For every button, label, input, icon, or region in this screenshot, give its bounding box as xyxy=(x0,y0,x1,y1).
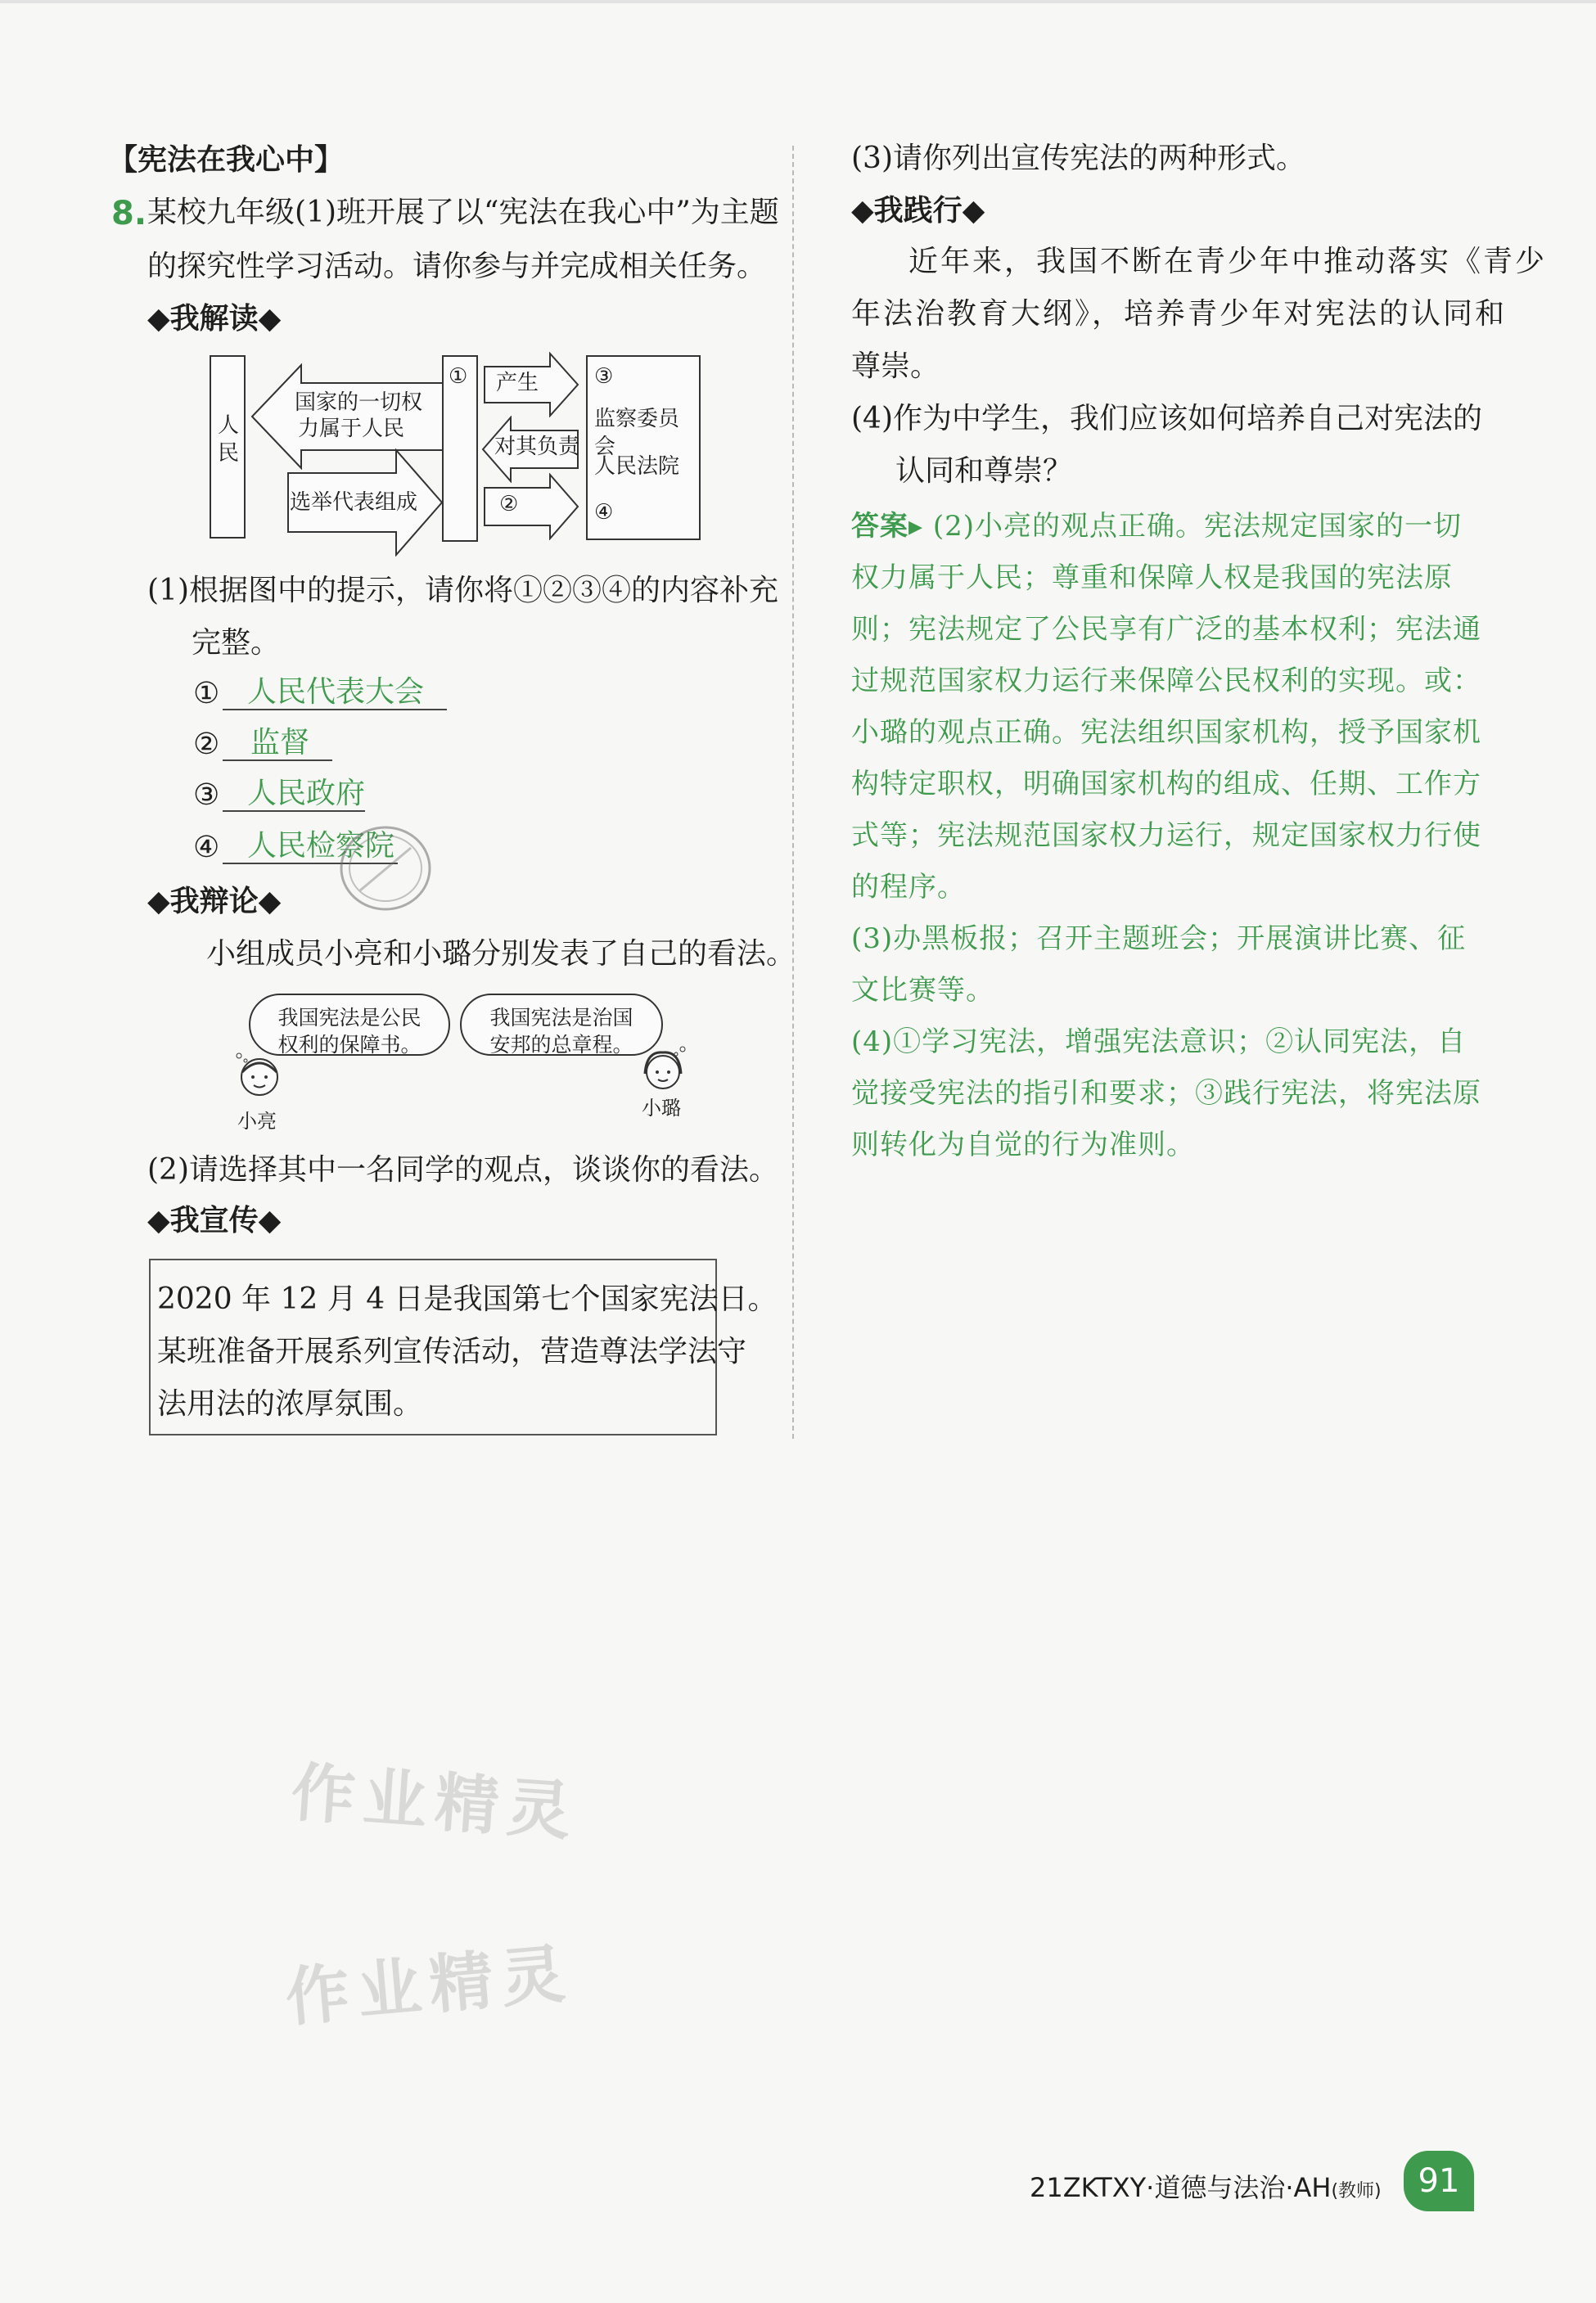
bubble1-line1: 我国宪法是公民 xyxy=(277,1006,422,1030)
bubble1-line2: 权利的保障书。 xyxy=(277,1032,422,1057)
blank3-label: ③ xyxy=(193,778,220,812)
boy-avatar-icon xyxy=(234,1051,285,1102)
xuanchuan-line2: 某班准备开展系列宣传活动，营造尊法学法守 xyxy=(157,1335,747,1368)
xuanchuan-box xyxy=(149,1259,778,1435)
circle4-label: ④ xyxy=(594,500,614,525)
org2-label: 人民法院 xyxy=(594,454,680,479)
q2-text: (2)请选择其中一名同学的观点，谈谈你的看法。 xyxy=(147,1153,778,1187)
jianxing-line2: 年法治教育大纲》，培养青少年对宪法的认同和 xyxy=(851,297,1508,331)
arrow-supervise-label: ② xyxy=(499,492,519,516)
q4-line2: 认同和尊崇？ xyxy=(895,454,1073,488)
stamp-seal-icon xyxy=(332,815,439,922)
answer-label: 答案▸ xyxy=(851,510,924,543)
answer-p3: (3)办黑板报；召开主题班会；开展演讲比赛、征文比赛等。 xyxy=(851,922,1467,1007)
xuanchuan-line3: 法用法的浓厚氛围。 xyxy=(157,1387,423,1421)
q4-line1: (4)作为中学生，我们应该如何培养自己对宪法的 xyxy=(851,402,1482,435)
arrow-left-line1: 国家的一切权 xyxy=(295,390,423,415)
column-divider xyxy=(792,146,794,1439)
answer-p2 xyxy=(851,501,1481,913)
girl-avatar-icon xyxy=(638,1044,688,1095)
arrow-supervise xyxy=(483,473,579,540)
org1-label: 监察委员会 xyxy=(594,407,680,459)
answer-p4: (4)①学习宪法，增强宪法意识；②认同宪法，自觉接受宪法的指引和要求；③践行宪法，将宪法原则转化为自觉的行为准则。 xyxy=(851,1025,1481,1161)
organs-box xyxy=(586,355,701,540)
footer-teacher: (教师) xyxy=(1331,2181,1382,2202)
arrow-responsible-label: 对其负责 xyxy=(494,435,580,459)
watermark-2: 作业精灵 xyxy=(282,1936,576,2036)
answer-block xyxy=(851,501,1596,1171)
people-label: 人民 xyxy=(218,413,240,466)
q1-line1: (1)根据图中的提示，请你将①②③④的内容补充 xyxy=(147,574,778,607)
blank2-line xyxy=(223,759,332,761)
bianlun-intro: 小组成员小亮和小璐分别发表了自己的看法。 xyxy=(206,937,796,971)
speech-bubble-xiaoliang xyxy=(249,994,450,1056)
blank3-answer: 人民政府 xyxy=(247,777,366,810)
circle1-box xyxy=(442,355,478,542)
heading-jiedu: ◆我解读◆ xyxy=(147,302,282,336)
blank3-line xyxy=(223,810,365,812)
q1-line2: 完整。 xyxy=(192,626,281,660)
heading-jianxing: ◆我践行◆ xyxy=(851,194,985,228)
heading-bianlun: ◆我辩论◆ xyxy=(147,885,282,918)
blank1-answer: 人民代表大会 xyxy=(247,675,425,709)
jianxing-line3: 尊崇。 xyxy=(851,349,940,383)
arrow-left-line2: 力属于人民 xyxy=(298,417,405,441)
question-intro-line2: 的探究性学习活动。请你参与并完成相关任务。 xyxy=(147,250,767,283)
blank4-answer: 人民检察院 xyxy=(247,829,395,863)
speech-bubble-xiaolu xyxy=(460,994,663,1056)
blank1-label: ① xyxy=(193,677,220,710)
watermark-1: 作业精灵 xyxy=(288,1755,582,1850)
circle3-label: ③ xyxy=(594,364,614,389)
question-intro-line1: 某校九年级(1)班开展了以“宪法在我心中”为主题 xyxy=(147,196,779,229)
arrow-produce-label: 产生 xyxy=(496,371,539,395)
page-number: 91 xyxy=(1404,2151,1474,2211)
footer-code-text: 21ZKTXY·道德与法治·AH xyxy=(1030,2172,1332,2203)
footer-code xyxy=(1030,2167,1382,2205)
q3-text: (3)请你列出宣传宪法的两种形式。 xyxy=(851,142,1305,175)
blank1-line xyxy=(223,709,447,710)
xuanchuan-line1: 2020 年 12 月 4 日是我国第七个国家宪法日。 xyxy=(157,1282,778,1316)
arrow-elect-label: 选举代表组成 xyxy=(290,490,418,515)
answer-p2-text: (2)小亮的观点正确。宪法规定国家的一切权力属于人民；尊重和保障人权是我国的宪法原则；宪法规定了公民享有广泛的基本权利；宪法通过规范国家权力运行来保障公民权利的实现。或：小璐的观点正确。宪法组织国家机构，授予国家机构特定职权，明确国家机构的组成、任期、工作方式等；宪法规范国家权力运行，规定国家权力行使的程序。 xyxy=(851,510,1481,904)
section-title: 【宪法在我心中】 xyxy=(108,143,345,177)
name-xiaolu: 小璐 xyxy=(642,1097,681,1120)
people-box xyxy=(210,355,246,539)
blank2-label: ② xyxy=(193,728,220,761)
blank2-answer: 监督 xyxy=(250,726,310,759)
question-number: 8. xyxy=(111,195,147,232)
jianxing-line1: 近年来，我国不断在青少年中推动落实《青少 xyxy=(908,245,1548,278)
name-xiaoliang: 小亮 xyxy=(237,1110,277,1133)
bubble2-line2: 安邦的总章程。 xyxy=(489,1032,633,1057)
heading-xuanchuan: ◆我宣传◆ xyxy=(147,1204,282,1237)
circle1-label: ① xyxy=(449,364,468,389)
bubble2-line1: 我国宪法是治国 xyxy=(489,1006,633,1030)
blank4-label: ④ xyxy=(193,831,220,864)
